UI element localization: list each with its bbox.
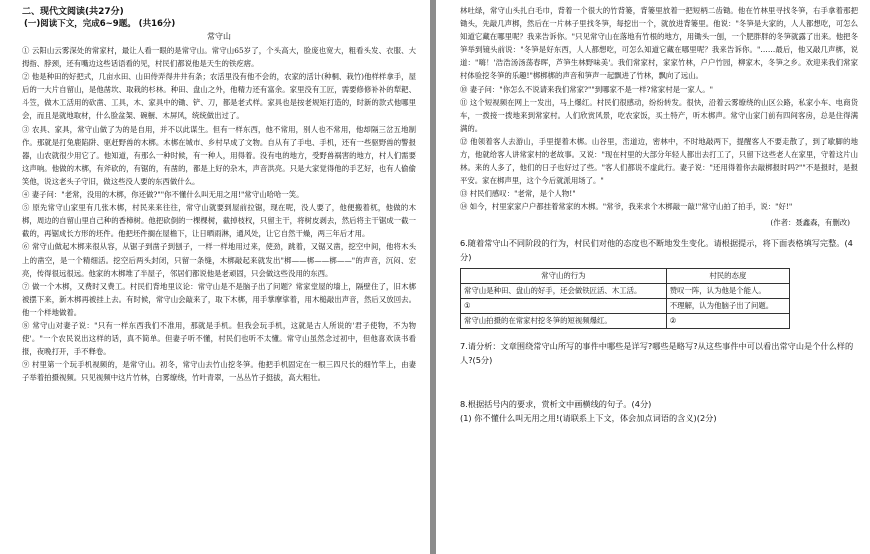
- paragraph-8: ⑧ 常守山对妻子说："只有一样东西我们不准用，那就是手机。但我会玩手机，这就是古人所说的'君子使物，不为物使'。"一个农民说出这样的话，真不简单。但妻子听不懂，村民们也听不太懂。常守山虽然念过初中，但他喜欢读书看报，夜晚打开，手不释卷。: [22, 320, 416, 357]
- question-8: 8.根据括号内的要求，赏析文中画横线的句子。(4分): [460, 398, 652, 409]
- table-row: [461, 283, 790, 298]
- paragraph-1: ① 云阳山云雾深处的常家村，最让人看一眼的是常守山。常守山65岁了，个头高大，脸庞也宽大，粗看头发、衣服、大拇指、脖颈，还有嘴边这些话语看的见，村民们都说他是天生的铁疙瘩。: [22, 46, 416, 69]
- paragraph-9: ⑨ 村里第一个玩手机视频的，是常守山。初冬，常守山去竹山挖冬笋。他把手机固定在一根三四尺长的细竹竿上，由妻子举着拍摄视频。只见视频中这片竹林，白雾缭绕，竹叶青翠，一丛丛竹子挺拔，高大粗壮。: [22, 360, 416, 383]
- paragraph-5: ⑤ 原先常守山家里有几张木梆，村民来来往往，常守山就要到屋前拉锯，现在呢，没人要了，他便搬着杌，他做的木梆，周边的自留山里自己种的香樟树。他把砍倒的一棵棵树，截掉枝杈，只留主干，将树皮剥去，然后将主干锯成一截一截的，再锯成长方形的坯件。他把坯件搁在屋檐下，让日晒雨淋，通风处，让它自然干燥，两三年后才用。: [22, 203, 416, 239]
- table-row: [461, 313, 790, 328]
- right-page: [436, 0, 870, 554]
- table-cell: 不理解，认为他脑子出了问题。: [666, 298, 789, 313]
- section-heading: 二、现代文阅读(共27分): [22, 7, 124, 17]
- table-cell: 常守山是种田、盘山的好手，还会做铁匠活、木工活。: [461, 283, 667, 298]
- paragraph-14: ⑭ 如今，村里家家户户都挂着常家的木梆。"常爷，我来求个木梆敲一敲!"常守山拍了拍手，说："好!": [460, 202, 793, 212]
- paragraph-10: ⑩ 妻子问："你怎么不说请来我们常家?""到哪家不是一样?常家村是一家人。": [460, 84, 713, 94]
- paragraph-2: ② 他是种田的好把式，几亩水田、山田侍弄得井井有条；农活里没有他不会的，农家的活计(种桐、栽竹)他样样拿手，屋后的一大片自留山，是他凿坎、取栽的杉林。种田、盘山之外，他精力还有富余。家里没有工匠，需要修修补补的犁耙、斗笠，做木工活用的砍凿、工具，木、家具中的锄、铲、刀，都是老式样。家具也是按老规矩打造的，时新的款式他哪里会，而且是就地取材，什么脸盆架、碗橱、木屏风，统统做出过了。: [22, 72, 416, 121]
- paragraph-9-continued: 林吐绿，常守山头扎白毛巾，背着一个很大的竹背篓，背篓里放着一把短柄二齿锄。他在竹林里寻找冬笋，右手拿着那把锄头，先敲几声梆，然后在一片林子里找冬笋，每挖出一个，就放进背篓里。他说："冬笋是大家的，人人都想吃，可怎么知道它藏在哪里呢？我来告诉你。"只见常守山在落地有竹根的地方，用锄头一刨，一个肥胖胖的冬笋就露了出来。他把冬笋举到镜头前说："冬笋是好东西，人人都想吃，可怎么知道它藏在哪里呢？我来告诉你。"……最后，他又敲几声梆，说道："嗨！'浩浩汤汤荡春晖，芦笋生林野味美'。我们常家村，家家竹林，户户竹园，柳家木，冬笋之乡。欢迎来我们常家村体验挖冬笋的乐趣!"梆梆梆的声音和笋声一起飘进了竹林，飘向了远山。: [460, 6, 858, 81]
- paragraph-11: ⑪ 这个短视频在网上一发出，马上爆红。村民们很感动，纷纷转发。很快，沿着云雾缭绕的山区公路，私家小车、电商货车，一拨接一拨地来到常家村。人们欣赏风景，吃农家饭，买土特产，听木梆声。常守山家门前有四间客房，总是住得满满的。: [460, 97, 858, 133]
- paragraph-4: ④ 妻子问："老常，没用的木梆，你还做?""你不懂什么叫无用之用!"常守山哈哈一笑。: [22, 190, 304, 200]
- answer-space: [460, 367, 858, 397]
- table-header-attitude: 村民的态度: [666, 268, 789, 283]
- table-cell: ①: [461, 298, 667, 313]
- paragraph-12: ⑫ 他领着客人去游山，手里提着木梆。山谷里，峦道边，密林中，不时地敲两下，提醒客人不要走散了，到了歇脚的地方，他就给客人讲常家村的老故事。又说："现在村里的大部分年轻人都出去打工了，只留下这些老人在家里，守着这片山林。来的人多了，他们的日子也好过了些。"客人们都说不虚此行。妻子说："还用得着你去敲梆报时吗?""不是报时，是报平安。家在梆声里，这个今后就派用场了。": [460, 136, 858, 186]
- paragraph-3: ③ 农具、家具，常守山做了为的是自用，并不以此谋生。但有一样东西，他不常用，别人也不常用，他却隔三岔五地制作。那就是打兔鹿陷阱、驱赶野兽的木梆。木梆在城市、乡村早成了文物。自从有了手电、手机，还有一些驱野兽的警报器，山农就很少用它了。他知道，有那么一种时候，有一种人，用得着。没有电的地方，受野兽祸害的地方，村人们需要这声响。他做的木梆，有斧砍的，有锯的，有凿的，都是上好的杂木，声音洪亮。只是大家觉得他的手艺好，也有人偷偷笑他，说这老头子守旧，做这些没人要的东西做什么。: [22, 124, 416, 186]
- subsection-heading: (一)阅读下文，完成6~9题。 (共16分): [24, 19, 176, 29]
- question-7: 7.请分析：文章围绕常守山所写的事件中哪些是详写?哪些是略写?从这些事件中可以看出常守山是个什么样的人?(5分): [460, 340, 854, 365]
- table-header-row: [461, 268, 790, 283]
- paragraph-13: ⑬ 村民们感叹："老常，是个人物!": [460, 189, 576, 199]
- author-line: (作者：聂鑫森，有删改): [770, 217, 850, 227]
- answer-table: [460, 268, 790, 329]
- question-6: 6.随着常守山不同阶段的行为，村民们对他的态度也不断地发生变化。请根据提示，将下面表格填写完整。(4分): [460, 237, 853, 262]
- table-header-behavior: 常守山的行为: [461, 268, 667, 283]
- table-row: [461, 298, 790, 313]
- table-cell: ②: [666, 313, 789, 328]
- table-cell: 赞叹一阵，认为他是个能人。: [666, 283, 789, 298]
- paragraph-6: ⑥ 常守山做起木梆来很从容，从锯子到凿子到刨子，一样一样地用过来，使劲，跳着，又锯又凿，挖空中间，他将木头上的凿空，是一个精细活。挖空后两头封闭，只留一条缝，木梆敲起来就发出"梆——梆——梆——"的声音，沉闷、宏亮，传得很远很远。他家的木梆堆了半屋子，邻居们都说他是老顽固，只会做这些没用的东西。: [22, 242, 416, 278]
- passage-title: 常守山: [207, 32, 231, 41]
- question-8-part-1: (1) 你不懂什么叫无用之用!(请联系上下文，体会加点词语的含义)(2分): [460, 412, 717, 423]
- table-cell: 常守山拍摄的在常家村挖冬笋的短视频爆红。: [461, 313, 667, 328]
- left-page: [0, 0, 430, 554]
- paragraph-7: ⑦ 做一个木梆，又费时又费工。村民们背地里议论：常守山是不是脑子出了问题？常家堂屋的墙上，隔壁住了，旧木梆被摆下来，新木梆再被挂上去。有时候，常守山会敲来了，取下木梆，用手掌摩挲着，用木槌敲出声音，然后又放回去。他一个样地做着。: [22, 281, 416, 317]
